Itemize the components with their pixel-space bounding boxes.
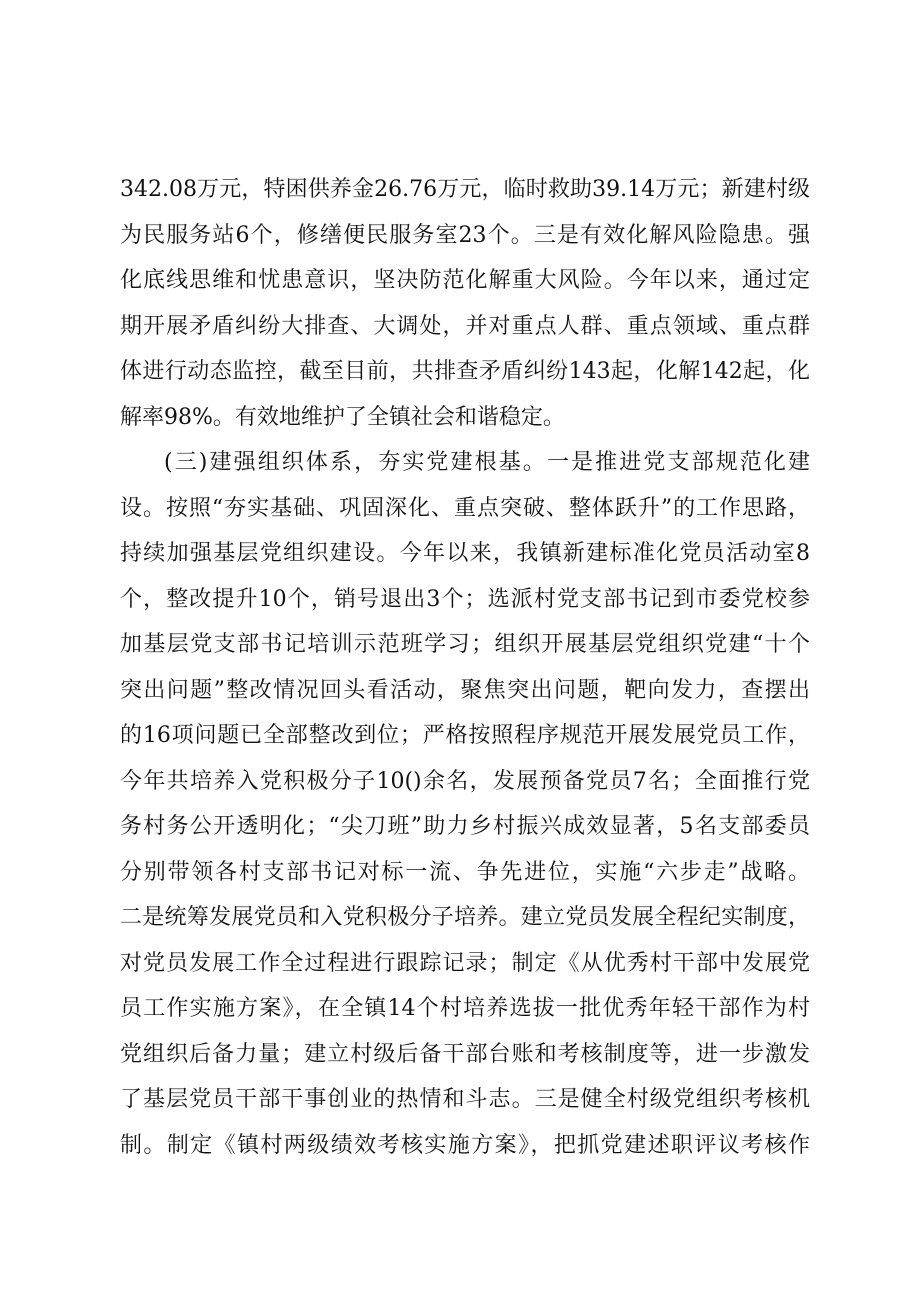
text-line: 员工作实施方案》，在全镇14个村培养选拔一批优秀年轻干部作为村 bbox=[120, 996, 810, 1021]
text-line: 解率98%。有效地维护了全镇社会和谐稳定。 bbox=[120, 404, 565, 430]
section-heading-line: (三)建强组织体系，夯实党建根基。一是推进党支部规范化建 bbox=[164, 450, 810, 475]
text-line: 为民服务站6个，修缮便民服务室23个。三是有效化解风险隐患。强 bbox=[120, 222, 810, 248]
text-line: 342.08万元，特困供养金26.76万元，临时救助39.14万元；新建村级 bbox=[120, 177, 810, 202]
text-line: 了基层党员干部干事创业的热情和斗志。三是健全村级党组织考核机 bbox=[120, 1087, 810, 1112]
text-line: 二是统筹发展党员和入党积极分子培养。建立党员发展全程纪实制度， bbox=[120, 905, 810, 930]
text-line: 持续加强基层党组织建设。今年以来，我镇新建标准化党员活动室8 bbox=[120, 541, 810, 566]
text-line: 设。按照“夯实基础、巩固深化、重点突破、整体跃升”的工作思路， bbox=[120, 495, 810, 521]
text-line: 制。制定《镇村两级绩效考核实施方案》，把抓党建述职评议考核作 bbox=[120, 1132, 810, 1158]
text-line: 个，整改提升10个，销号退出3个；选派村党支部书记到市委党校参 bbox=[120, 586, 810, 612]
body-text bbox=[120, 167, 810, 1168]
text-line: 对党员发展工作全过程进行跟踪记录；制定《从优秀村干部中发展党 bbox=[120, 950, 810, 976]
text-line: 突出问题”整改情况回头看活动，聚焦突出问题，靶向发力，查摆出 bbox=[120, 677, 810, 703]
text-line: 体进行动态监控，截至目前，共排查矛盾纠纷143起，化解142起，化 bbox=[120, 359, 810, 384]
text-line: 分别带领各村支部书记对标一流、争先进位，实施“六步走”战略。 bbox=[120, 859, 810, 885]
text-line: 的16项问题已全部整改到位；严格按照程序规范开展发展党员工作， bbox=[120, 723, 810, 748]
text-line: 党组织后备力量；建立村级后备干部台账和考核制度等，进一步激发 bbox=[120, 1041, 810, 1067]
text-line: 务村务公开透明化；“尖刀班”助力乡村振兴成效显著，5名支部委员 bbox=[120, 814, 810, 839]
text-line: 今年共培养入党积极分子10()余名，发展预备党员7名；全面推行党 bbox=[120, 768, 810, 794]
text-line: 期开展矛盾纠纷大排查、大调处，并对重点人群、重点领域、重点群 bbox=[120, 313, 810, 339]
text-line: 化底线思维和忧患意识，坚决防范化解重大风险。今年以来，通过定 bbox=[120, 268, 810, 293]
text-line: 加基层党支部书记培训示范班学习；组织开展基层党组织党建“十个 bbox=[120, 632, 810, 657]
